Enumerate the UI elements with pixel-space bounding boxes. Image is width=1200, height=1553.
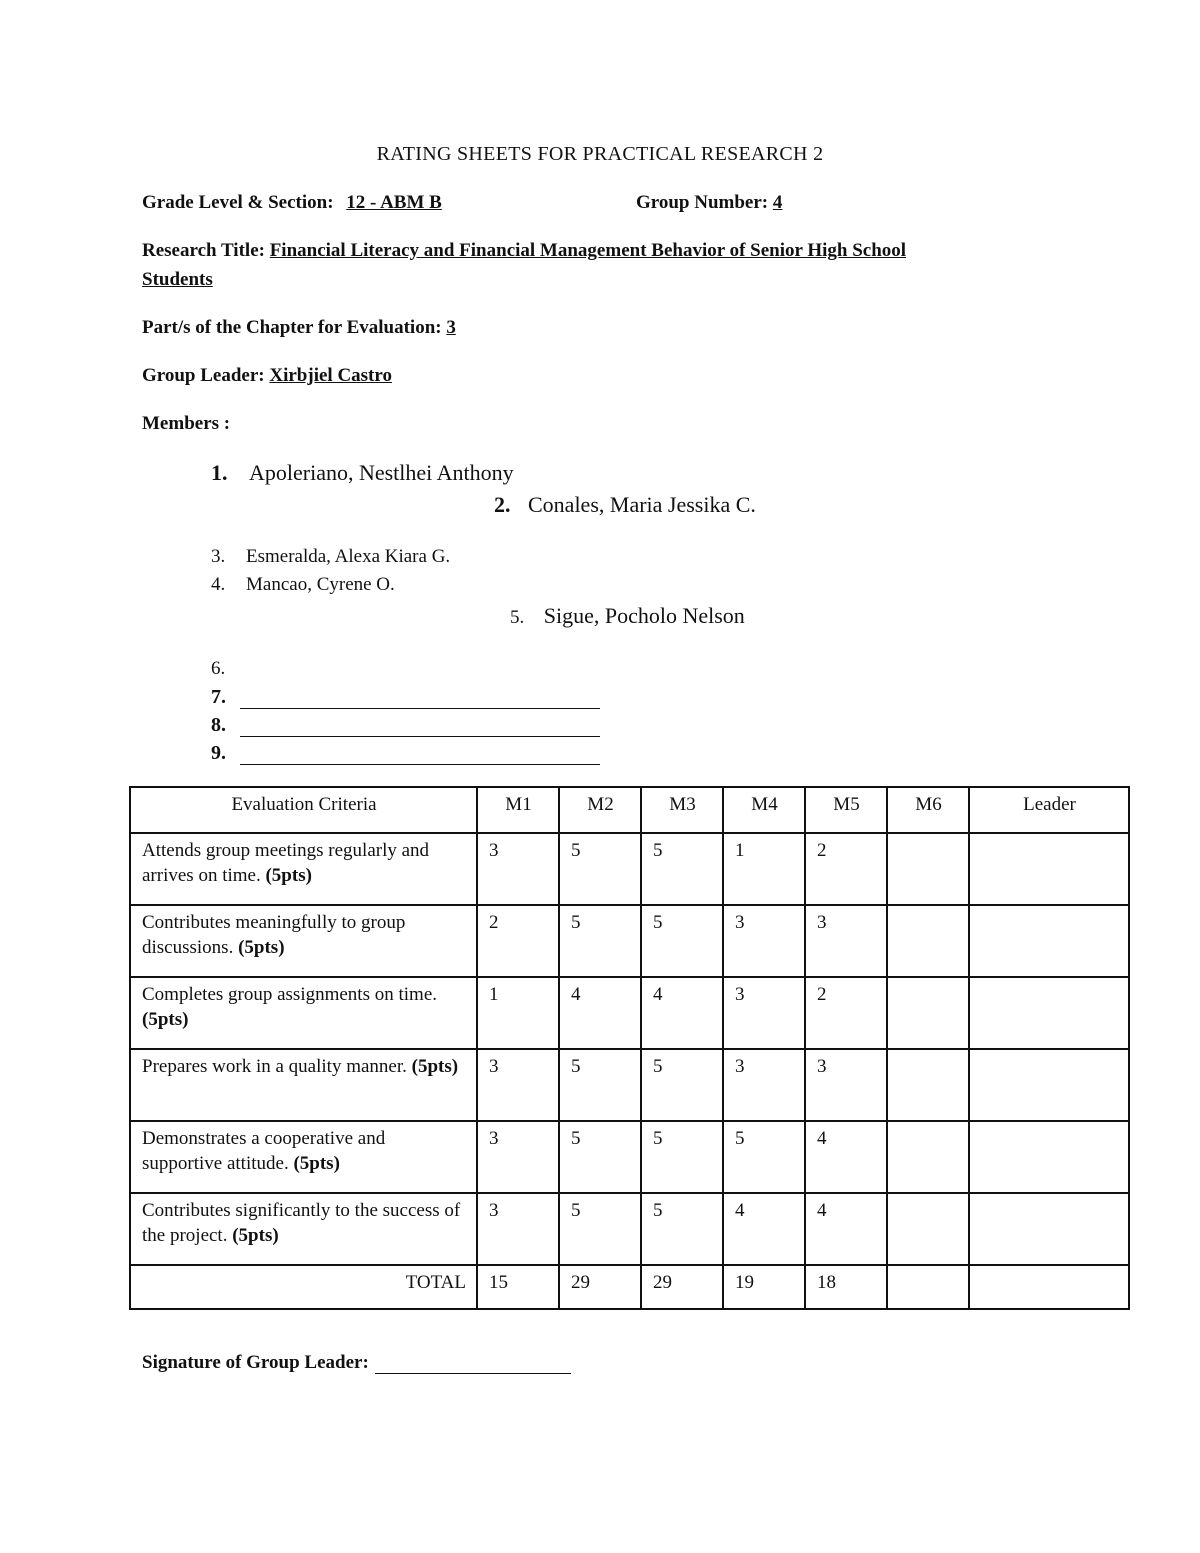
total-label: TOTAL [130,1265,477,1309]
score-cell [969,977,1129,1049]
member-2 [494,492,756,518]
member-name: Sigue, Pocholo Nelson [543,603,745,628]
criteria-cell [130,1193,477,1265]
table-row [130,1049,1129,1121]
group-number-label: Group Number: [636,192,769,213]
score-cell [887,977,969,1049]
score-cell: 2 [477,905,559,977]
member-name: Mancao, Cyrene O. [246,574,395,595]
table-row [130,1121,1129,1193]
criteria-points: (5pts) [142,1009,189,1030]
member-4 [211,574,395,596]
research-title-label: Research Title: [142,240,265,261]
score-cell: 3 [477,1193,559,1265]
member-5 [510,603,745,629]
criteria-points: (5pts) [265,865,312,886]
score-cell: 3 [805,905,887,977]
group-number-line [636,192,782,214]
table-row [130,1193,1129,1265]
total-row [130,1265,1129,1309]
rating-table [129,786,1130,1310]
member-number: 6. [211,658,226,679]
header-cell: M3 [641,787,723,833]
blank-line [240,718,600,737]
total-cell: 29 [559,1265,641,1309]
table-row [130,905,1129,977]
score-cell: 5 [559,905,641,977]
member-number: 1. [211,460,228,485]
score-cell: 5 [641,905,723,977]
score-cell: 4 [641,977,723,1049]
signature-blank [375,1355,571,1374]
score-cell: 5 [559,833,641,905]
score-cell [887,1049,969,1121]
score-cell: 5 [723,1121,805,1193]
header-cell: M1 [477,787,559,833]
research-title-line [142,240,906,262]
criteria-points: (5pts) [238,937,285,958]
score-cell: 1 [723,833,805,905]
signature-label: Signature of Group Leader: [142,1352,369,1373]
score-cell: 4 [805,1193,887,1265]
criteria-points: (5pts) [232,1225,279,1246]
total-cell: 15 [477,1265,559,1309]
score-cell: 3 [477,833,559,905]
score-cell: 3 [805,1049,887,1121]
chapter-part-line [142,317,456,339]
total-cell: 19 [723,1265,805,1309]
member-number: 4. [211,574,226,595]
research-title-value-2: Students [142,269,213,290]
score-cell [887,1193,969,1265]
group-leader-label: Group Leader: [142,365,265,386]
criteria-text: Demonstrates a cooperative and supportive attitude. [142,1128,386,1174]
header-cell: M5 [805,787,887,833]
score-cell [969,1193,1129,1265]
criteria-text: Prepares work in a quality manner. [142,1056,407,1077]
group-leader-line [142,365,392,387]
member-number: 9. [211,742,226,764]
score-cell: 2 [805,833,887,905]
score-cell: 3 [723,905,805,977]
criteria-text: Contributes meaningfully to group discussions. [142,912,406,958]
score-cell: 5 [641,1193,723,1265]
member-number: 2. [494,492,511,517]
criteria-text: Attends group meetings regularly and arrives on time. [142,840,430,886]
score-cell: 3 [723,1049,805,1121]
member-number: 5. [510,607,525,628]
blank-line [240,746,600,765]
score-cell: 3 [723,977,805,1049]
chapter-part-value: 3 [446,317,456,338]
criteria-cell [130,905,477,977]
criteria-cell [130,833,477,905]
grade-level-value: 12 - ABM B [346,192,442,213]
criteria-points: (5pts) [411,1056,459,1077]
score-cell [969,905,1129,977]
member-name: Conales, Maria Jessika C. [528,492,756,517]
signature-line [142,1352,571,1374]
score-cell: 1 [477,977,559,1049]
score-cell [969,1121,1129,1193]
grade-level-line [142,192,442,214]
member-name: Apoleriano, Nestlhei Anthony [249,460,514,485]
total-cell [887,1265,969,1309]
score-cell: 4 [723,1193,805,1265]
member-name: Esmeralda, Alexa Kiara G. [246,546,451,567]
total-cell: 18 [805,1265,887,1309]
grade-level-label: Grade Level & Section: [142,192,334,213]
member-number: 3. [211,546,226,567]
header-cell: M2 [559,787,641,833]
criteria-cell [130,1049,477,1121]
member-9 [211,742,600,765]
document-title: RATING SHEETS FOR PRACTICAL RESEARCH 2 [376,143,824,165]
score-cell: 4 [559,977,641,1049]
total-cell [969,1265,1129,1309]
score-cell: 5 [559,1121,641,1193]
header-cell: M4 [723,787,805,833]
total-cell: 29 [641,1265,723,1309]
score-cell: 5 [559,1049,641,1121]
criteria-points: (5pts) [293,1153,340,1174]
header-cell: Leader [969,787,1129,833]
header-cell: Evaluation Criteria [130,787,477,833]
blank-line [240,690,600,709]
score-cell: 4 [805,1121,887,1193]
member-1 [211,460,514,486]
score-cell [887,1121,969,1193]
score-cell [969,833,1129,905]
member-number: 8. [211,714,226,736]
member-8 [211,714,600,737]
members-label: Members : [142,413,231,434]
score-cell: 2 [805,977,887,1049]
criteria-text: Completes group assignments on time. [142,984,438,1005]
group-leader-value: Xirbjiel Castro [269,365,392,386]
score-cell: 3 [477,1121,559,1193]
score-cell: 5 [641,833,723,905]
criteria-cell [130,1121,477,1193]
score-cell [887,833,969,905]
score-cell [969,1049,1129,1121]
criteria-cell [130,977,477,1049]
chapter-part-label: Part/s of the Chapter for Evaluation: [142,317,442,338]
table-row [130,977,1129,1049]
member-7 [211,686,600,709]
table-header-row [130,787,1129,833]
table-row [130,833,1129,905]
score-cell: 5 [559,1193,641,1265]
criteria-text: Contributes significantly to the success of the project. [142,1200,461,1246]
score-cell: 5 [641,1049,723,1121]
score-cell: 5 [641,1121,723,1193]
header-cell: M6 [887,787,969,833]
member-6 [211,658,225,680]
group-number-value: 4 [772,192,783,213]
score-cell: 3 [477,1049,559,1121]
member-number: 7. [211,686,226,708]
member-3 [211,546,450,568]
research-title-value-1: Financial Literacy and Financial Management Behavior of Senior High School [269,240,907,261]
score-cell [887,905,969,977]
